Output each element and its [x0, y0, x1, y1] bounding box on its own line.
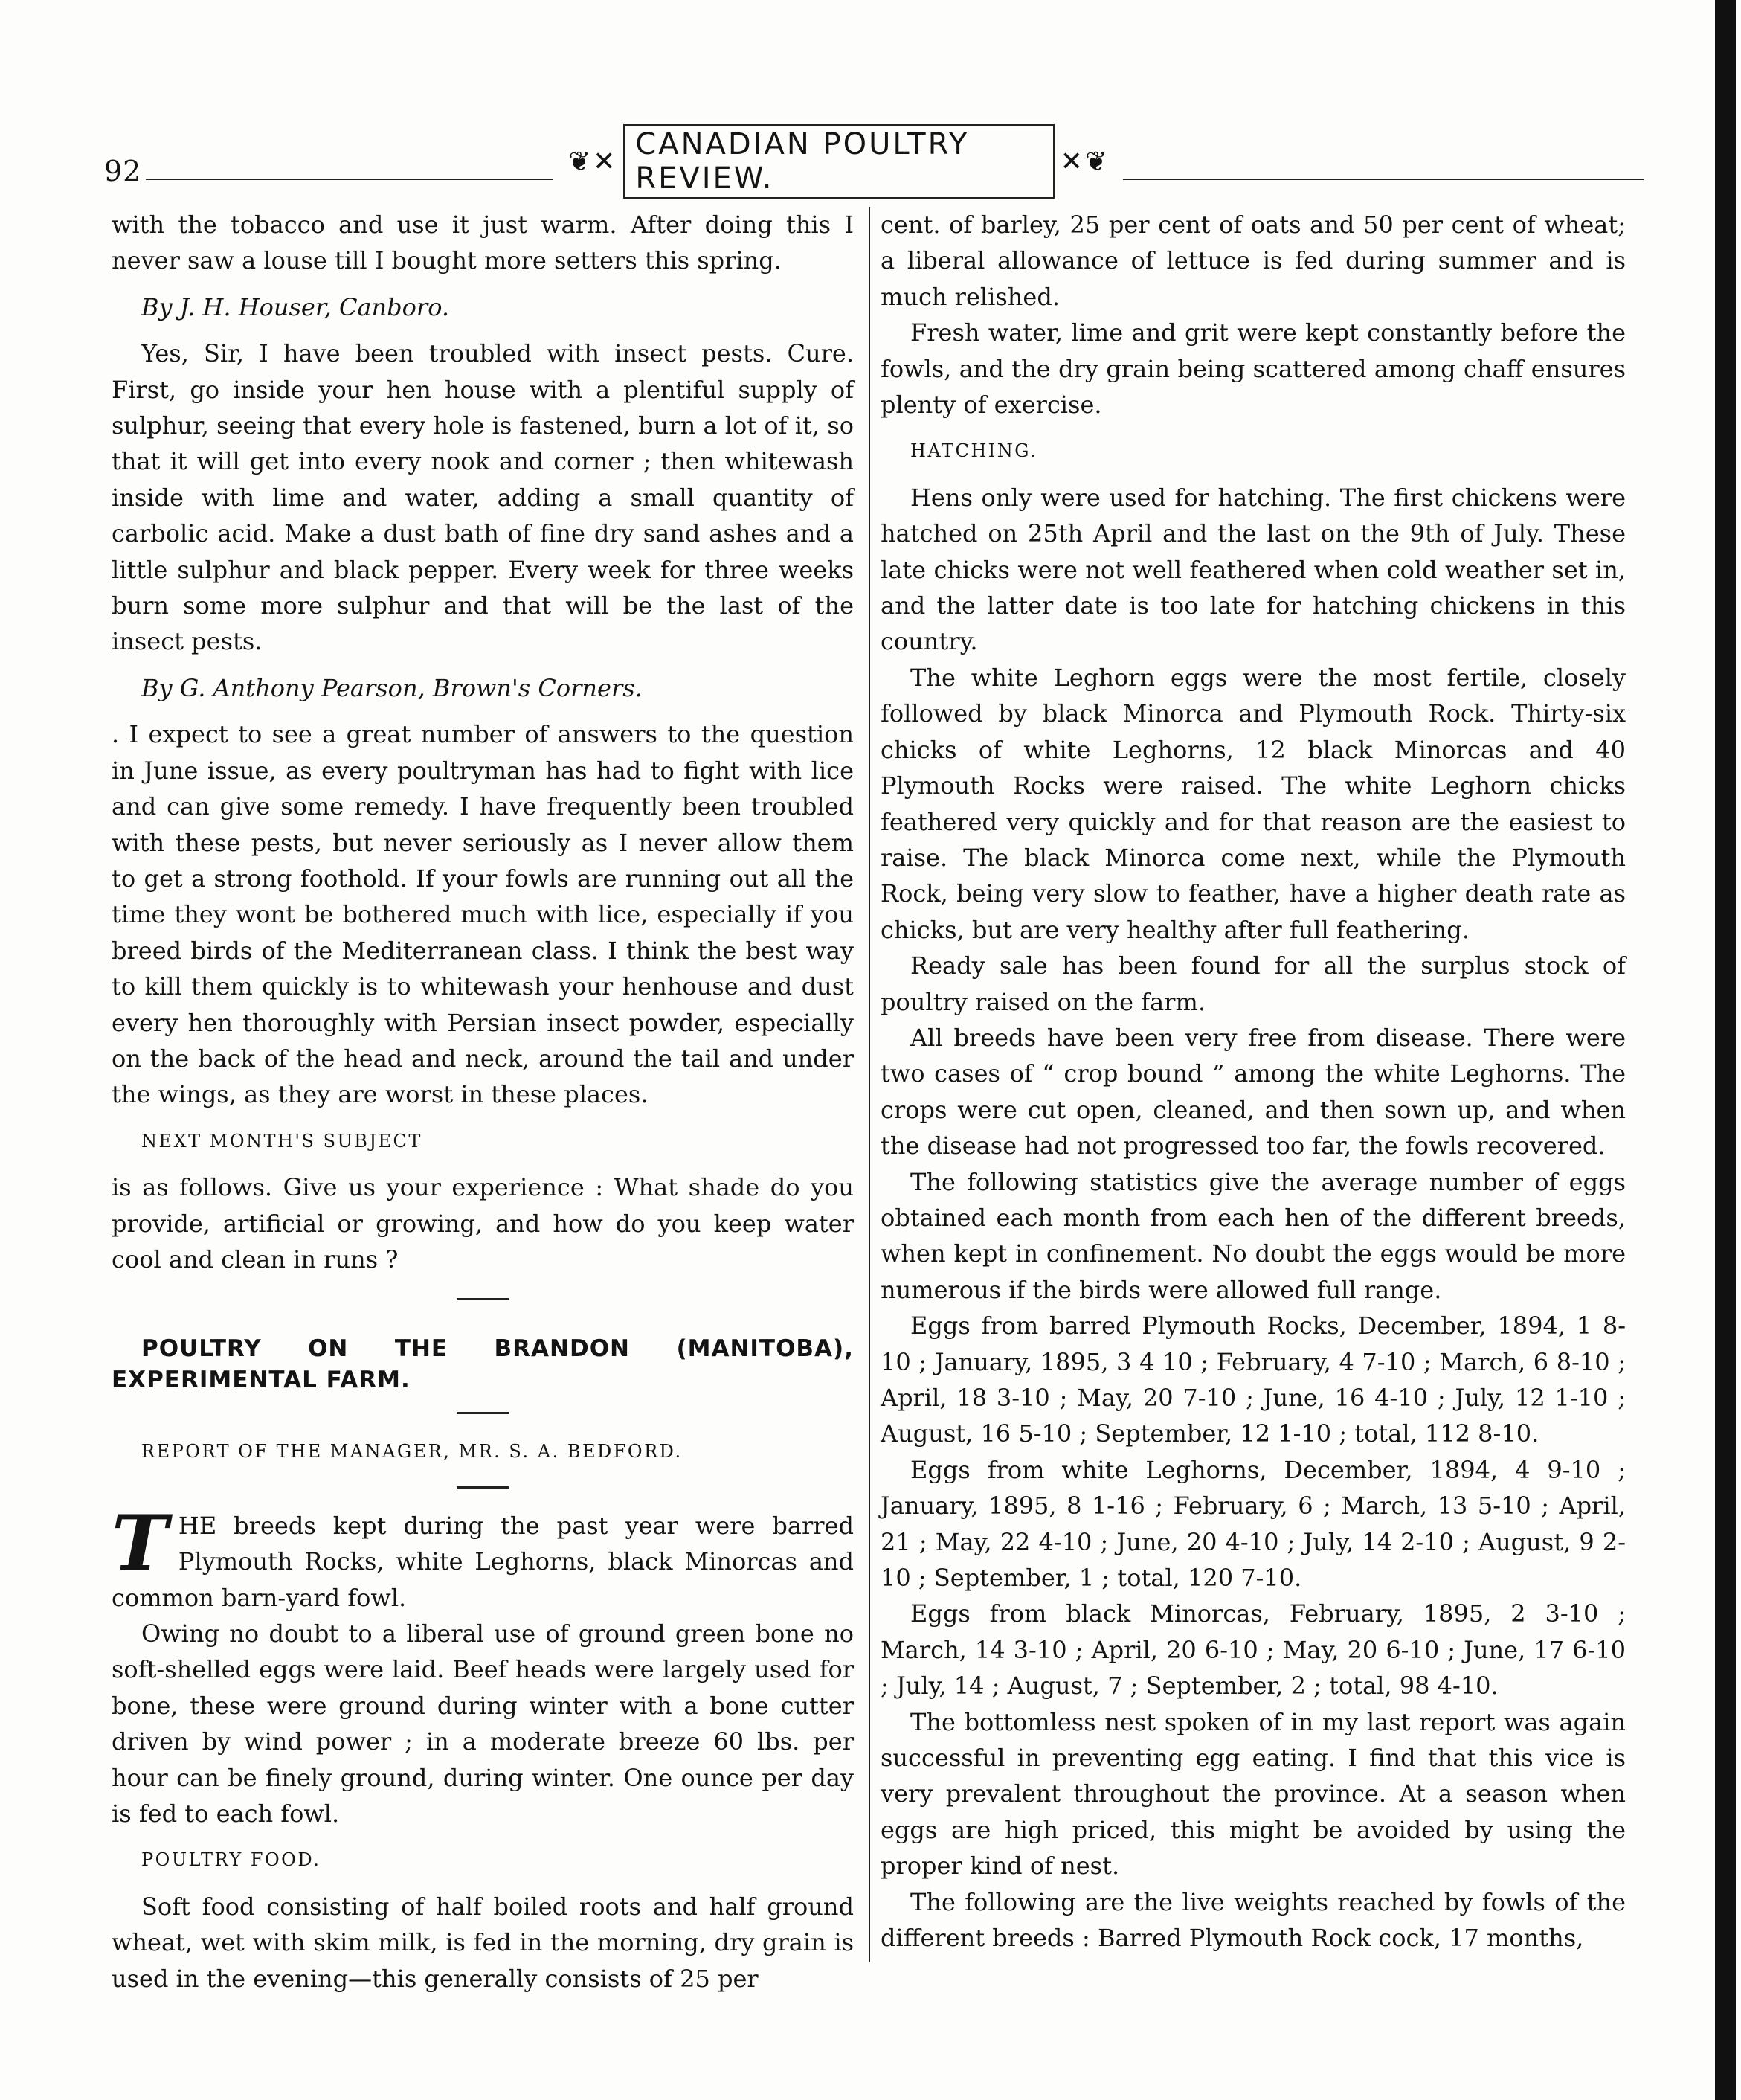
paragraph-weights: The following are the live weights reached by fowls of the different breeds : Barred Plymouth Rock cock, 17 months,: [881, 1887, 1626, 1953]
column-divider: [869, 207, 870, 1962]
masthead-ornament-left-icon: ❦✕: [568, 146, 618, 177]
masthead: [562, 127, 1116, 196]
paragraph-bone: Owing no doubt to a liberal use of ground green bone no soft-shelled eggs were laid. Beef heads were largely used for bone, these were ground during winter with a bone cutter driven by wind power ; in a moderate breeze 60 lbs. per hour can be finely ground, during winter. One ounce per day is fed to each fowl.: [112, 1619, 854, 1828]
paragraph-houser: Yes, Sir, I have been troubled with insect pests. Cure. First, go inside your hen house with a plentiful supply of sulphur, seeing that every hole is fastened, burn a lot of it, so that it will get into every nook and corner ; then whitewash inside with lime and water, adding a small quantity of carbolic acid. Make a dust bath of fine dry sand ashes and a little sulphur and black pepper. Every week for three weeks burn some more sulphur and that will be the last of the insect pests.: [112, 339, 854, 656]
paragraph-food: Soft food consisting of half boiled roots and half ground wheat, wet with skim milk, is fed in the morning, dry grain is used in the evening—this generally consists of 25 per: [112, 1892, 854, 1993]
byline-houser: By J. H. Houser, Canboro.: [141, 292, 450, 321]
paragraph-continued: with the tobacco and use it just warm. After doing this I never saw a louse till I bought more setters this spring.: [112, 211, 854, 275]
separator-rule: [457, 1412, 509, 1414]
paragraph-breeds: [112, 1498, 854, 1616]
paragraph-statistics: The following statistics give the average number of eggs obtained each month from each hen of the different breeds, when kept in confinement. No doubt the eggs would be more numerous if the birds were allowed full range.: [881, 1167, 1626, 1304]
paragraph-water: Fresh water, lime and grit were kept constantly before the fowls, and the dry grain being scattered among chaff ensures plenty of exercise.: [881, 318, 1626, 420]
paragraph-fertile: The white Leghorn eggs were the most fertile, closely followed by black Minorca and Plymouth Rock. Thirty-six chicks of white Leghorns, 12 black Minorcas and 40 Plymouth Rocks were raised. The white Leghorn chicks feathered very quickly and for that reason are the easiest to raise. The black Minorca come next, while the Plymouth Rock, being very slow to feather, have a higher death rate as chicks, but are very healthy after full feathering.: [881, 663, 1626, 944]
page-edge-bar: [1715, 0, 1736, 2100]
drop-cap: T: [112, 1498, 168, 1588]
page-number: 92: [104, 155, 142, 187]
masthead-title: CANADIAN POULTRY REVIEW.: [623, 124, 1054, 199]
header-rule-left: [146, 179, 553, 180]
paragraph-nest: The bottomless nest spoken of in my last report was again successful in preventing egg eating. I find that this vice is very prevalent throughout the province. At a season when eggs are high priced, this might be avoided by using the proper kind of nest.: [881, 1707, 1626, 1881]
paragraph-next-month: is as follows. Give us your experience : What shade do you provide, artificial or growing, and how do you keep water cool and clean in runs ?: [112, 1173, 854, 1274]
paragraph-leghorn-eggs: Eggs from white Leghorns, December, 1894, 4 9-10 ; January, 1895, 8 1-16 ; February, 6 ; March, 13 5-10 ; April, 21 ; May, 22 4-10 ; June, 20 4-10 ; July, 14 2-10 ; August, 9 2-10 ; September, 1 ; total, 120 7-10.: [881, 1455, 1626, 1593]
paragraph-pearson: . I expect to see a great number of answers to the question in June issue, as every poultryman has had to fight with lice and can give some remedy. I have frequently been troubled with these pests, but never seriously as I never allow them to get a strong foothold. If your fowls are running out all the time they wont be bothered much with lice, especially if you breed birds of the Mediterranean class. I think the best way to kill them quickly is to whitewash your henhouse and dust every hen thoroughly with Persian insect powder, especially on the back of the head and neck, around the tail and under the wings, as they are worst in these places.: [112, 720, 854, 1109]
article-headline: POULTRY ON THE BRANDON (MANITOBA), EXPERIMENTAL FARM.: [112, 1335, 854, 1394]
subhead-report: REPORT OF THE MANAGER, MR. S. A. BEDFORD.: [141, 1441, 683, 1462]
separator-rule: [457, 1486, 509, 1489]
subhead-next-month: NEXT MONTH'S SUBJECT: [141, 1130, 422, 1152]
subhead-hatching: HATCHING.: [910, 440, 1038, 462]
paragraph-food-continued: cent. of barley, 25 per cent of oats and 50 per cent of wheat; a liberal allowance of lettuce is fed during summer and is much relished.: [881, 211, 1626, 311]
subhead-poultry-food: POULTRY FOOD.: [141, 1849, 321, 1871]
paragraph-minorca-eggs: Eggs from black Minorcas, February, 1895, 2 3-10 ; March, 14 3-10 ; April, 20 6-10 ; May, 20 6-10 ; June, 17 6-10 ; July, 14 ; August, 7 ; September, 2 ; total, 98 4-10.: [881, 1599, 1626, 1701]
paragraph-plymouth-eggs: Eggs from barred Plymouth Rocks, December, 1894, 1 8-10 ; January, 1895, 3 4 10 ; February, 4 7-10 ; March, 6 8-10 ; April, 18 3-10 ; May, 20 7-10 ; June, 16 4-10 ; July, 12 1-10 ; August, 16 5-10 ; September, 12 1-10 ; total, 112 8-10.: [881, 1311, 1626, 1448]
byline-pearson: By G. Anthony Pearson, Brown's Corners.: [141, 673, 643, 702]
paragraph-disease: All breeds have been very free from disease. There were two cases of “ crop bound ” among the white Leghorns. The crops were cut open, cleaned, and then sown up, and when the disease had not progressed too far, the fowls recovered.: [881, 1023, 1626, 1160]
paragraph-breeds-text: HE breeds kept during the past year were barred Plymouth Rocks, white Leghorns, black Minorcas and common barn-yard fowl.: [112, 1511, 854, 1612]
right-column: [881, 207, 1626, 1956]
paragraph-hatching: Hens only were used for hatching. The first chickens were hatched on 25th April and the last on the 9th of July. These late chicks were not well feathered when cold weather set in, and the latter date is too late for hatching chickens in this country.: [881, 483, 1626, 656]
separator-rule: [457, 1298, 509, 1300]
paragraph-sale: Ready sale has been found for all the surplus stock of poultry raised on the farm.: [881, 951, 1626, 1016]
header-rule-right: [1123, 179, 1644, 180]
left-column: [112, 207, 854, 1997]
masthead-ornament-right-icon: ✕❦: [1060, 146, 1110, 177]
